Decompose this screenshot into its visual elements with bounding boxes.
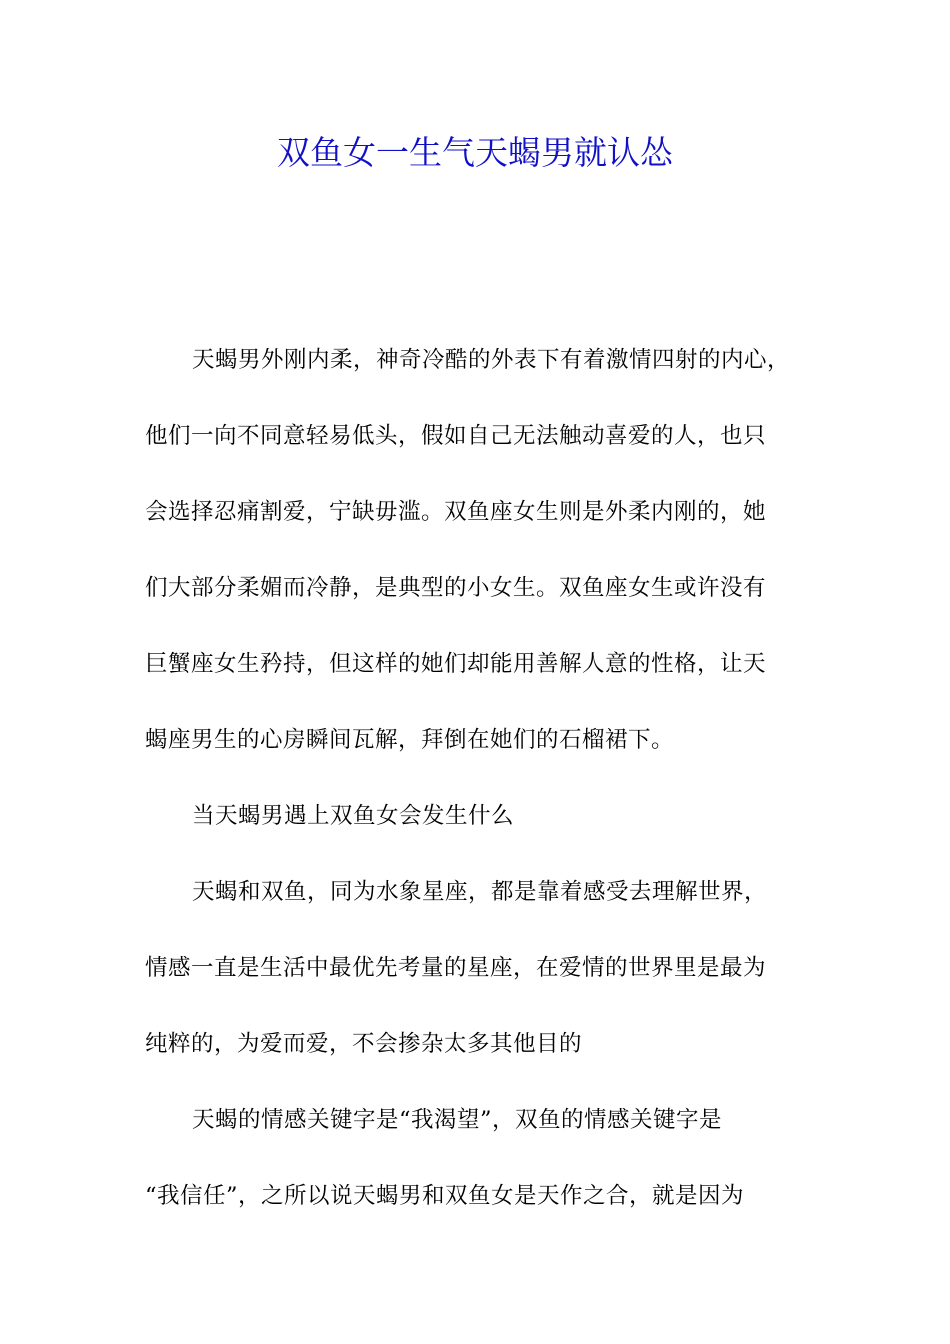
- paragraph-line: 们大部分柔媚而冷静，是典型的小女生。双鱼座女生或许没有: [145, 575, 767, 601]
- paragraph-line: 天蝎的情感关键字是“我渴望”，双鱼的情感关键字是: [192, 1107, 723, 1133]
- paragraph-line: 巨蟹座女生矜持，但这样的她们却能用善解人意的性格，让天: [145, 651, 767, 677]
- paragraph-line: 会选择忍痛割爱，宁缺毋滥。双鱼座女生则是外柔内刚的，她: [145, 499, 767, 525]
- paragraph-line: 他们一向不同意轻易低头，假如自己无法触动喜爱的人，也只: [145, 423, 767, 449]
- paragraph-line: 天蝎男外刚内柔，神奇冷酷的外表下有着激情四射的内心，: [192, 347, 791, 373]
- paragraph-line: 纯粹的，为爱而爱，不会掺杂太多其他目的: [145, 1031, 583, 1057]
- document-title: 双鱼女一生气天蝎男就认怂: [277, 133, 673, 172]
- document-body: [145, 336, 810, 1248]
- section-heading-line: 当天蝎男遇上双鱼女会发生什么: [192, 803, 515, 829]
- paragraph-line: “我信任”，之所以说天蝎男和双鱼女是天作之合，就是因为: [145, 1183, 745, 1209]
- paragraph-line: 天蝎和双鱼，同为水象星座，都是靠着感受去理解世界，: [192, 879, 768, 905]
- paragraph-line: 蝎座男生的心房瞬间瓦解，拜倒在她们的石榴裙下。: [145, 727, 675, 753]
- paragraph-line: 情感一直是生活中最优先考量的星座，在爱情的世界里是最为: [145, 955, 767, 981]
